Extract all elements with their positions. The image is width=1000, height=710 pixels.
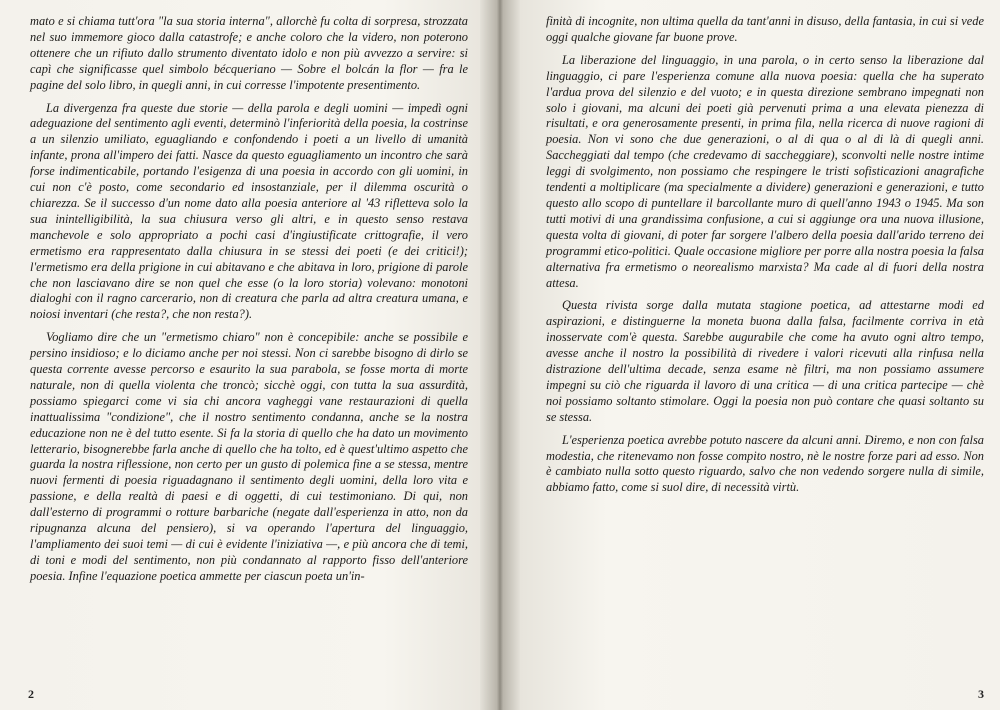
right-page (520, 0, 1000, 710)
right-page-number: 3 (978, 687, 984, 701)
left-page-text (30, 14, 468, 585)
book-gutter (480, 0, 520, 710)
left-paragraph-1: mato e si chiama tutt'ora "la sua storia interna", allorchè fu colta di sorpresa, strozzata nel suo immemore gioco dalla catastrofe; e anche coloro che la videro, non poterono ottenere che un rifiuto dallo strumento diventato idolo e non più avvezzo a servire: si capì che significasse quel simbolo bécqueriano — Sobre el bolcán la flor — fra le pagine del solo libro, in quegli anni, in cui corresse l'impotente presentimento. (30, 14, 468, 92)
right-paragraph-4: L'esperienza poetica avrebbe potuto nascere da alcuni anni. Diremo, e non con falsa modestia, che ritenevamo non fosse compito nostro, nè le nostre forze pari ad esso. Non è cambiato nulla sotto questo riguardo, salvo che non vedendo sorgere nulla di simile, abbiamo fatto, come si suol dire, di necessità virtù. (546, 432, 984, 495)
right-paragraph-1: finità di incognite, non ultima quella da tant'anni in disuso, della fantasia, in cui si vede oggi qualche giovane far buone prove. (546, 14, 984, 44)
left-page-number: 2 (28, 687, 34, 701)
left-page (0, 0, 480, 710)
left-paragraph-2: La divergenza fra queste due storie — della parola e degli uomini — impedì ogni adeguazione del sentimento agli eventi, determinò l'inferiorità della poesia, la costrinse a un silenzio umiliato, eguagliando e confondendo i poeti a un livello di umanità infante, prona all'impero dei fatti. Nasce da questo eguagliamento un incontro che sarà forse indimenticabile, portando l'esigenza di una poesia in accordo con gli uomini, in cui non c'è posto, come secondario ed insostanziale, per il dilemma oscurità o chiarezza. Se il successo d'un nome dato alla poesia anteriore al '43 rifletteva solo la sua inintelligibilità, la sua chiusura verso gli altri, e in questo senso restava manchevole e solo appropriato a pochi casi d'ingiustificate crittografie, il vero ermetismo era rappresentato dalla chiusura in se stessi dei poeti (e dei critici!); l'ermetismo era della prigione in cui abitavano e che abitava in loro, prigione di parole che non lasciavano dire se non quel che esse (o la loro storia) volevano: monotoni dialoghi con il ragno carcerario, non di creatura che parla ad altra creatura umana, e noiosi inventari (che resta?, che non resta?). (30, 100, 468, 322)
right-page-text (546, 14, 984, 496)
left-paragraph-3: Vogliamo dire che un "ermetismo chiaro" non è concepibile: anche se possibile e persino insidioso; e lo diciamo anche per noi stessi. Non ci sarebbe bisogno di dirlo se questa corrente avesse percorso e esaurito la sua parabola, se fosse morta di morte naturale, non di quella violenta che troncò; sicchè oggi, con tutta la sua assurdità, possiamo spiegarci come vi sia chi ancora vagheggi vane restaurazioni di quella inattualissima "condizione", che il nostro sentimento condanna, anche se la nostra educazione non ne è del tutto esente. Si fa la storia di quello che ha dato un movimento letterario, bisognerebbe farla anche di quello che ha tolto, ed è quest'ultimo aspetto che guarda la nostra riflessione, non certo per un gusto di polemica fine a se stessa, mentre nuovi fermenti di poesia riguadagnano il sentimento degli uomini, della loro vita e passione, e della realtà di paesi e di oggetti, di cui testimoniano. Di qui, non dall'esterno di programmi o rotture barbariche (negate dall'esperienza in atto, non da ripugnanza alcuna del pensiero), si va operando l'apertura del linguaggio, l'ampliamento dei suoi temi — di cui è evidente l'iniziativa —, e più ancora che di temi, di toni e modi del sentimento, non più condannato al rapporto fisso dell'anteriore poesia. Infine l'equazione poetica ammette per ciascun poeta un'in- (30, 330, 468, 583)
right-paragraph-3: Questa rivista sorge dalla mutata stagione poetica, ad attestarne modi ed aspirazioni, e distinguerne la moneta buona dalla falsa, facilmente corriva in età inosservate com'è questa. Sarebbe augurabile che come ha avuto ogni altro tempo, avesse anche il nostro la possibilità di rivedere i valori ricevuti alla rinfusa nella distrazione dell'ultima decade, senza esame nè filtri, ma non possiamo assumere impegni su ciò che riguarda il lavoro di una critica — di una critica partecipe — chè noi possiamo soltanto stimolare. Oggi la poesia non può contare che quasi soltanto su se stessa. (546, 298, 984, 424)
right-paragraph-2: La liberazione del linguaggio, in una parola, o in certo senso la liberazione dal linguaggio, ci pare l'esperienza comune alla nuova poesia: quella che ha superato l'ardua prova del silenzio e del vuoto; e in questa direzione sembrano impegnati non solo i giovani, ma alcuni dei poeti già pervenuti prima a una elevata pienezza di risultati, e ora generosamente presenti, in prima fila, nella ricerca di nuove ragioni di poesia. Non vi sono che due generazioni, o al di qua o al di là di quegli anni. Saccheggiati dal tempo (che credevamo di saccheggiare), sconvolti nelle nostre intime leggi di svolgimento, non possiamo che respingere le tristi sofisticazioni anagrafiche tendenti a moltiplicare (ma specialmente a dividere) generazioni e generazioni, e tutto questo allo scopo di puntellare il barcollante muro di quell'anno 1943 o 1945. Ma son tutti motivi di una grandissima confusione, a cui si aggiunge ora una nuova illusione, questa volta di giovani, di poter far sorgere l'albero della poesia dall'arido terreno dei programmi etico-politici. Quale occasione migliore per porre alla nostra poesia la falsa alternativa fra ermetismo o neorealismo marxista? Ma cade al di fuori della nostra attesa. (546, 52, 984, 290)
